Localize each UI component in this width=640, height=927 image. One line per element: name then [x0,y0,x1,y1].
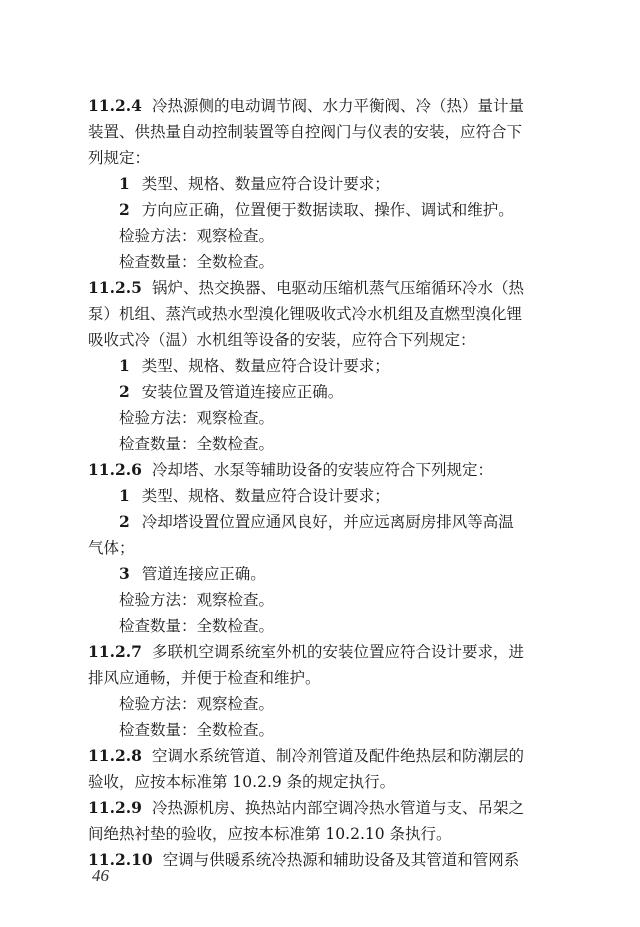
inspection-quantity-line [119,431,589,457]
line-text: 冷却塔、水泵等辅助设备的安装应符合下列规定： [151,461,493,479]
line-text: 检查数量：全数检查。 [119,253,275,271]
line-text: 气体； [88,539,135,557]
clause-heading-line [88,639,558,665]
clause-number: 11.2.6 [88,460,142,479]
line-text: 锅炉、热交换器、电驱动压缩机蒸气压缩循环冷水（热 [151,279,524,297]
inspection-quantity-line [119,613,589,639]
line-text: 方向应正确，位置便于数据读取、操作、调试和维护。 [141,201,514,219]
clause-number: 11.2.8 [88,746,142,765]
line-text: 检查数量：全数检查。 [119,435,275,453]
clause-heading-line [88,275,558,301]
line-text: 冷热源机房、换热站内部空调冷热水管道与支、吊架之 [151,799,524,817]
text-line [88,535,558,561]
clause-number: 11.2.9 [88,798,142,817]
text-line [88,301,558,327]
text-line [88,769,558,795]
line-text: 空调水系统管道、制冷剂管道及配件绝热层和防潮层的 [151,747,524,765]
inspection-quantity-line [119,717,589,743]
line-text: 检验方法：观察检查。 [119,409,275,427]
text-line [88,119,558,145]
line-text: 验收，应按本标准第 10.2.9 条的规定执行。 [88,773,396,791]
clause-number: 11.2.10 [88,850,153,869]
line-text: 冷却塔设置位置应通风良好，并应远离厨房排风等高温 [141,513,514,531]
line-text: 泵）机组、蒸汽或热水型溴化锂吸收式冷水机组及直燃型溴化锂 [88,305,523,323]
line-text: 检验方法：观察检查。 [119,695,275,713]
sub-item-number: 1 [119,174,130,193]
line-text: 管道连接应正确。 [141,565,266,583]
text-line [88,665,558,691]
clause-heading-line [88,743,558,769]
sub-item-line [119,171,589,197]
line-text: 检查数量：全数检查。 [119,617,275,635]
line-text: 多联机空调系统室外机的安装位置应符合设计要求，进 [151,643,524,661]
clause-number: 11.2.4 [88,96,142,115]
line-text: 间绝热衬垫的验收，应按本标准第 10.2.10 条执行。 [88,825,452,843]
sub-item-number: 2 [119,200,130,219]
sub-item-number: 1 [119,486,130,505]
sub-item-number: 2 [119,382,130,401]
line-text: 类型、规格、数量应符合设计要求； [141,175,390,193]
inspection-method-line [119,587,589,613]
clause-heading-line [88,93,558,119]
text-line [88,327,558,353]
line-text: 安装位置及管道连接应正确。 [141,383,344,401]
inspection-method-line [119,223,589,249]
line-text: 类型、规格、数量应符合设计要求； [141,487,390,505]
line-text: 检验方法：观察检查。 [119,591,275,609]
clause-number: 11.2.7 [88,642,142,661]
clause-heading-line [88,457,558,483]
line-text: 冷热源侧的电动调节阀、水力平衡阀、冷（热）量计量 [151,97,524,115]
line-text: 空调与供暖系统冷热源和辅助设备及其管道和管网系 [162,851,520,869]
line-text: 类型、规格、数量应符合设计要求； [141,357,390,375]
sub-item-number: 3 [119,564,130,583]
sub-item-number: 2 [119,512,130,531]
inspection-quantity-line [119,249,589,275]
sub-item-line [119,509,589,535]
line-text: 检验方法：观察检查。 [119,227,275,245]
line-text: 吸收式冷（温）水机组等设备的安装，应符合下列规定： [88,331,476,349]
line-text: 装置、供热量自动控制装置等自控阀门与仪表的安装，应符合下 [88,123,523,141]
sub-item-line [119,379,589,405]
clause-heading-line [88,795,558,821]
line-text: 排风应通畅，并便于检查和维护。 [88,669,321,687]
line-text: 列规定： [88,149,151,167]
line-text: 检查数量：全数检查。 [119,721,275,739]
clause-number: 11.2.5 [88,278,142,297]
page-number: 46 [92,866,109,885]
sub-item-line [119,197,589,223]
inspection-method-line [119,691,589,717]
clause-heading-line [88,847,558,873]
sub-item-line [119,483,589,509]
sub-item-line [119,561,589,587]
sub-item-number: 1 [119,356,130,375]
inspection-method-line [119,405,589,431]
sub-item-line [119,353,589,379]
text-line [88,821,558,847]
text-line [88,145,558,171]
